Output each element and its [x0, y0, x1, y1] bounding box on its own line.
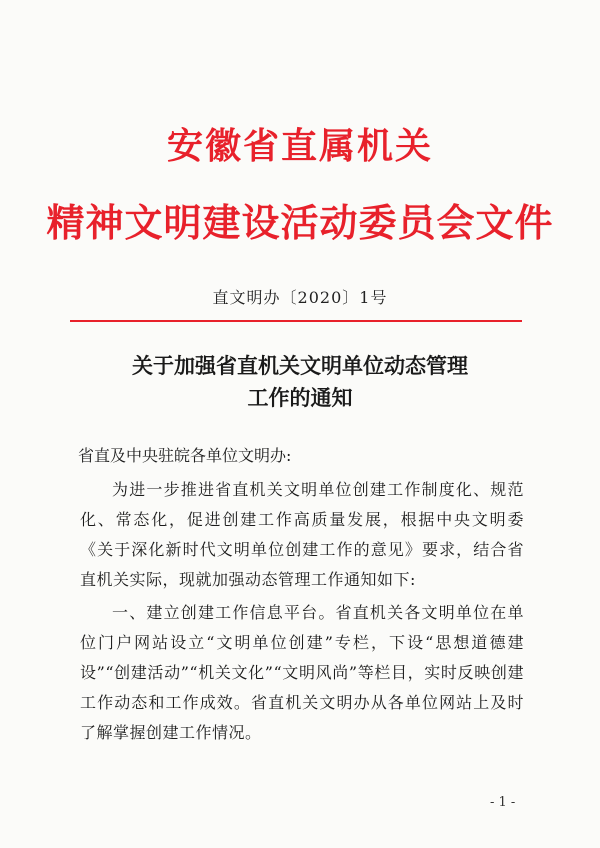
body-paragraph-2: 一、建立创建工作信息平台。省直机关各文明单位在单位门户网站设立“文明单位创建”专栏，下设“思想道德建设”“创建活动”“机关文化”“文明风尚”等栏目，实时反映创建工作动态和工作成效。省直机关文明办从各单位网站上及时了解掌握创建工作情况。 — [80, 603, 524, 742]
document-number: 直文明办〔2020〕1号 — [212, 288, 388, 307]
document-type-heading: 精神文明建设活动委员会文件 — [46, 200, 554, 245]
body-paragraph-1: 为进一步推进省直机关文明单位创建工作制度化、规范化、常态化，促进创建工作高质量发展，根据中央文明委《关于深化新时代文明单位创建工作的意见》要求，结合省直机关实际，现就加强动态管理工作通知如下: — [80, 480, 524, 589]
title-line-2: 工作的通知 — [247, 385, 353, 410]
salutation: 省直及中央驻皖各单位文明办: — [78, 446, 292, 465]
page-number: - 1 - — [490, 795, 516, 810]
red-divider-line — [70, 320, 522, 322]
document-title — [0, 350, 600, 414]
title-line-1: 关于加强省直机关文明单位动态管理 — [132, 353, 468, 378]
issuer-name: 安徽省直属机关 — [166, 125, 433, 167]
